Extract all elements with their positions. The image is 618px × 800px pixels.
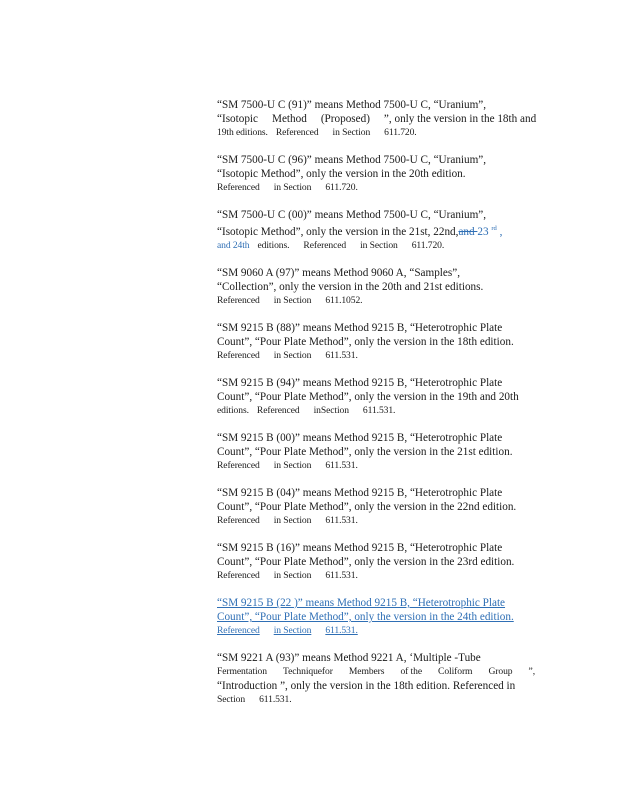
reference-line — [217, 514, 562, 528]
entry-line: Count”, “Pour Plate Method”, only the version in the 21st edition. — [217, 446, 513, 458]
entry-text: 611.531. — [325, 460, 358, 471]
entry-line: “SM 9215 B (88)” means Method 9215 B, “Heterotrophic Plate — [217, 322, 503, 334]
document-body — [217, 98, 562, 720]
reference-line — [217, 126, 562, 140]
entry-text: Referenced — [303, 240, 347, 251]
entry-text: Referenced — [217, 570, 260, 581]
deleted-text: and — [458, 226, 478, 238]
entry-text: “Isotopic — [217, 113, 259, 125]
definition-entry — [217, 541, 562, 583]
entry-line — [217, 112, 562, 126]
entry-text: in Section — [332, 127, 371, 138]
reference-line — [217, 693, 562, 707]
superscript: rd — [491, 225, 497, 232]
entry-text: 23 — [477, 226, 489, 238]
entry-line: Count”, “Pour Plate Method”, only the version in the 22nd edition. — [217, 501, 517, 513]
reference-line — [217, 624, 562, 638]
entry-line: “SM 7500-U C (91)” means Method 7500-U C, “Uranium”, — [217, 99, 487, 111]
entry-text: in Section — [273, 515, 312, 526]
entry-text: Group — [488, 666, 513, 677]
reference-line — [217, 459, 562, 473]
entry-text: in Section — [273, 460, 312, 471]
entry-text: 611.531. — [325, 515, 358, 526]
definition-entry — [217, 321, 562, 363]
entry-line: “SM 9060 A (97)” means Method 9060 A, “Samples”, — [217, 267, 460, 279]
entry-line: “Introduction ”, only the version in the 18th edition. Referenced in — [217, 680, 516, 692]
definition-entry — [217, 153, 562, 195]
entry-text: Fermentation — [217, 666, 267, 677]
entry-text: editions. — [217, 405, 249, 416]
entry-line: “SM 9221 A (93)” means Method 9221 A, ‘Multiple -Tube — [217, 652, 481, 664]
inserted-definition-entry — [217, 596, 562, 638]
entry-text: in Section — [360, 240, 398, 251]
entry-text: , — [499, 226, 503, 238]
entry-line: “SM 9215 B (16)” means Method 9215 B, “Heterotrophic Plate — [217, 542, 503, 554]
definition-entry — [217, 266, 562, 308]
entry-text: 611.531. — [325, 570, 358, 581]
reference-line — [217, 404, 562, 418]
inserted-text: and 24th — [217, 240, 250, 251]
reference-line — [217, 294, 562, 308]
entry-text: 611.531. — [362, 405, 396, 416]
entry-text: 611.720. — [325, 182, 358, 193]
entry-text: Referenced — [217, 515, 260, 526]
reference-line — [217, 181, 562, 195]
entry-text: of the — [400, 666, 422, 677]
entry-line: “SM 9215 B (94)” means Method 9215 B, “Heterotrophic Plate — [217, 377, 503, 389]
entry-text: in Section — [273, 182, 312, 193]
entry-text: in Section — [273, 570, 312, 581]
entry-text: ”, only the version in the 18th and — [383, 113, 537, 125]
entry-line: Count”, “Pour Plate Method”, only the version in the 23rd edition. — [217, 556, 515, 568]
entry-line: “Isotopic Method”, only the version in the 20th edition. — [217, 168, 466, 180]
entry-line: “SM 9215 B (00)” means Method 9215 B, “Heterotrophic Plate — [217, 432, 503, 444]
entry-text: Referenced — [217, 350, 260, 361]
entry-text: 611.531. — [325, 625, 358, 636]
reference-line — [217, 569, 562, 583]
entry-line — [217, 222, 562, 239]
inserted-text — [477, 226, 502, 238]
definition-entry — [217, 486, 562, 528]
entry-text: in Section — [273, 350, 312, 361]
entry-text: 19th editions. — [217, 127, 268, 138]
reference-line — [217, 349, 562, 363]
entry-text: 611.531. — [259, 694, 292, 705]
entry-line: “SM 9215 B (22 )” means Method 9215 B, “Heterotrophic Plate — [217, 597, 506, 609]
entry-text: Referenced — [217, 625, 260, 636]
entry-text: 611.720. — [411, 240, 445, 251]
entry-text: Section — [217, 694, 246, 705]
entry-line: “Collection”, only the version in the 20th and 21st editions. — [217, 281, 484, 293]
entry-line: Count”, “Pour Plate Method”, only the version in the 18th edition. — [217, 336, 514, 348]
reference-line — [217, 239, 562, 253]
entry-text: Referenced — [217, 182, 260, 193]
definition-entry — [217, 98, 562, 140]
entry-text: Techniquefor — [283, 666, 333, 677]
entry-line: Count”, “Pour Plate Method”, only the version in the 19th and 20th — [217, 391, 519, 403]
entry-line: “SM 7500-U C (96)” means Method 7500-U C, “Uranium”, — [217, 154, 487, 166]
entry-line — [217, 665, 535, 679]
entry-text: 611.1052. — [325, 295, 363, 306]
definition-entry — [217, 376, 562, 418]
entry-text: (Proposed) — [320, 113, 370, 125]
entry-text: Referenced — [275, 127, 319, 138]
entry-text: editions. — [257, 240, 290, 251]
entry-text: 611.531. — [325, 350, 358, 361]
entry-text: 611.720. — [384, 127, 417, 138]
entry-text: Members — [348, 666, 385, 677]
definition-entry — [217, 431, 562, 473]
definition-entry — [217, 651, 562, 707]
entry-text: Method — [272, 113, 307, 125]
entry-line: “SM 9215 B (04)” means Method 9215 B, “Heterotrophic Plate — [217, 487, 503, 499]
entry-text: “Isotopic Method”, only the version in the 21st, 22nd, — [217, 226, 459, 238]
entry-text: Coliform — [438, 666, 473, 677]
entry-line: “SM 7500-U C (00)” means Method 7500-U C, “Uranium”, — [217, 209, 487, 221]
entry-line: Count”, “Pour Plate Method”, only the version in the 24th edition. — [217, 611, 514, 623]
entry-text: in Section — [273, 295, 312, 306]
entry-text: ”, — [528, 666, 535, 677]
entry-text: Referenced — [217, 295, 260, 306]
entry-text: inSection — [313, 405, 349, 416]
entry-text: in Section — [273, 625, 312, 636]
entry-text: Referenced — [217, 460, 260, 471]
entry-text: Referenced — [256, 405, 300, 416]
definition-entry — [217, 208, 562, 253]
